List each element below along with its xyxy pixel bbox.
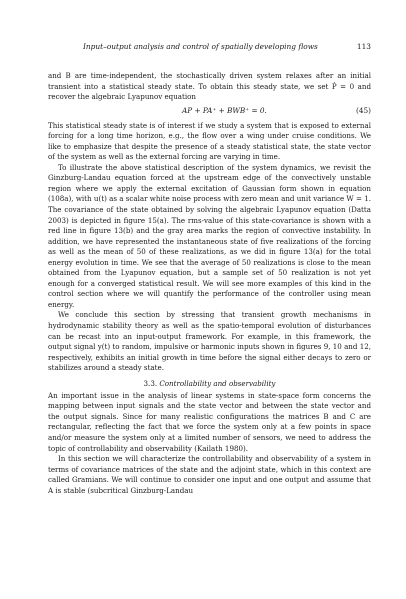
- paragraph: We conclude this section by stressing that transient growth mechanisms in hydrodynamic stability theory as well as the spatio-temporal evolution of disturbances can be recast into an input-output framework. For example, in this framework, the output signal y(t) to random, impulsive or harmonic inputs shown in figures 9, 10 and 12, respectively, exhibits an initial growth in time before the signal either decays to zero or stabilizes around a steady state.: [48, 310, 371, 373]
- equation-number: (45): [356, 105, 371, 115]
- section-heading: [48, 379, 371, 388]
- section-title: Controllability and observability: [159, 378, 276, 388]
- running-title: Input–output analysis and control of spatially developing flows: [83, 42, 318, 51]
- running-header: [48, 40, 371, 56]
- page: [48, 40, 371, 496]
- paragraph: and B are time-independent, the stochastically driven system relaxes after an initial transient into a statistical steady state. To obtain this steady state, we set Ṗ = 0 and recover the algebraic Lyapunov equation: [48, 71, 371, 102]
- paragraph: In this section we will characterize the controllability and observability of a system in terms of covariance matrices of the state and the adjoint state, which in this context are called Gramians. We will continue to consider one input and one output and assume that A is stable (subcritical Ginzburg-Landau: [48, 454, 371, 495]
- section-number: 3.3.: [143, 378, 158, 388]
- page-number: 113: [356, 42, 371, 51]
- paragraph: An important issue in the analysis of linear systems in state-space form concerns the mapping between input signals and the state vector and between the state vector and the output signals. Since for many realistic configurations the matrices B and C are rectangular, reflecting the fact that we force the system only at a few points in space and/or measure the system only at a limited number of sensors, we need to address the topic of controllability and observability (Kailath 1980).: [48, 390, 371, 453]
- equation-body: AP + PA⁺ + BWB⁺ = 0.: [182, 105, 267, 115]
- paragraph: To illustrate the above statistical description of the system dynamics, we revisit the Ginzburg-Landau equation forced at the upstream edge of the convectively unstable region where we apply the external excitation of Gaussian form shown in equation (108a), with u(t) as a scalar white noise process with zero mean and unit variance W = 1. The covariance of the state obtained by solving the algebraic Lyapunov equation (Datta 2003) is depicted in figure 15(a). The rms-value of this state-covariance is shown with a red line in figure 13(b) and the gray area marks the region of convective instability. In addition, we have represented the instantaneous state of five realizations of the forcing as well as the mean of 50 of these realizations, as we did in figure 13(a) for the total energy evolution in time. We see that the average of 50 realizations is close to the mean obtained from the Lyapunov equation, but a sample set of 50 realization is not yet enough for a converged statistical result. We will see more examples of this kind in the control section where we will quantify the performance of the controller using mean energy.: [48, 162, 371, 309]
- paragraph: This statistical steady state is of interest if we study a system that is exposed to external forcing for a long time horizon, e.g., the flow over a wing under cruise conditions. We like to emphasize that despite the presence of a steady statistical state, the state vector of the system as well as the external forcing are varying in time.: [48, 120, 371, 162]
- equation: [48, 103, 371, 121]
